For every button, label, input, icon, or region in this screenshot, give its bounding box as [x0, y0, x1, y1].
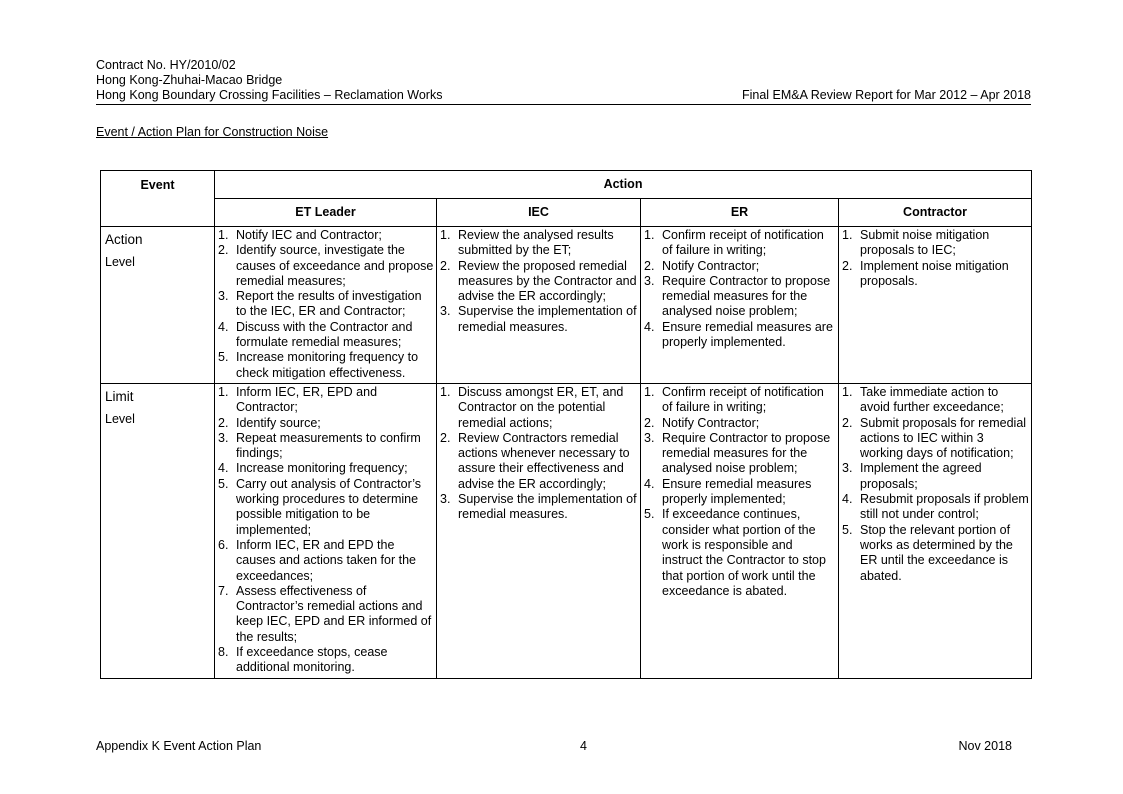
- list-item-text: If exceedance continues, consider what portion of the work is responsible and instruct the Contractor to stop that portion of work until the exceedance is abated.: [662, 507, 826, 598]
- list-item-text: Require Contractor to propose remedial measures for the analysed noise problem;: [662, 273, 831, 319]
- action-cell-et-leader: [215, 227, 437, 384]
- list-item-text: Identify source, investigate the causes of exceedance and propose remedial measures;: [236, 243, 434, 288]
- list-item-number: 6.: [218, 537, 229, 552]
- list-item: [218, 350, 434, 381]
- list-item-number: 2.: [440, 258, 451, 273]
- list-item: [440, 228, 638, 259]
- list-item-number: 1.: [218, 384, 229, 399]
- list-item-text: Resubmit proposals if problem still not under control;: [860, 492, 1029, 522]
- action-list: [440, 385, 638, 523]
- event-column-header: Event: [101, 171, 215, 227]
- list-item-text: Implement noise mitigation proposals.: [860, 258, 1009, 288]
- list-item: [218, 431, 434, 462]
- list-item: [440, 259, 638, 305]
- list-item-number: 1.: [440, 384, 451, 399]
- list-item: [218, 385, 434, 416]
- list-item: [440, 385, 638, 431]
- list-item-number: 4.: [842, 492, 853, 507]
- list-item-text: Notify Contractor;: [662, 258, 760, 273]
- list-item: [644, 431, 836, 477]
- list-item-text: Inform IEC, ER, EPD and Contractor;: [236, 384, 378, 415]
- list-item-number: 2.: [842, 258, 853, 273]
- list-item: [218, 645, 434, 676]
- header-divider: [96, 104, 1031, 105]
- event-cell: [101, 383, 215, 678]
- col-header-et-leader: ET Leader: [215, 199, 437, 227]
- footer-appendix: Appendix K Event Action Plan: [96, 739, 262, 753]
- list-item: [644, 259, 836, 274]
- list-item-text: Submit proposals for remedial actions to IEC within 3 working days of notification;: [860, 415, 1027, 461]
- list-item: [644, 320, 836, 351]
- event-action-table: [100, 170, 1032, 679]
- list-item: [644, 274, 836, 320]
- action-cell-iec: [437, 227, 641, 384]
- action-list: [644, 385, 836, 599]
- list-item-text: Confirm receipt of notification of failure in writing;: [662, 228, 824, 258]
- list-item-number: 2.: [218, 243, 229, 258]
- list-item-number: 1.: [218, 228, 229, 242]
- list-item: [644, 477, 836, 508]
- list-item-number: 3.: [842, 461, 853, 476]
- list-item: [440, 431, 638, 492]
- list-item: [644, 416, 836, 431]
- list-item-text: Identify source;: [236, 415, 321, 430]
- list-item-text: Discuss with the Contractor and formulate remedial measures;: [236, 319, 413, 350]
- list-item: [218, 538, 434, 584]
- event-cell: [101, 227, 215, 384]
- list-item-number: 1.: [644, 384, 655, 399]
- list-item: [218, 416, 434, 431]
- list-item-text: If exceedance stops, cease additional monitoring.: [236, 645, 388, 675]
- list-item-text: Supervise the implementation of remedial measures.: [458, 492, 637, 522]
- list-item-number: 1.: [842, 228, 853, 242]
- list-item-text: Notify Contractor;: [662, 415, 760, 430]
- col-header-iec: IEC: [437, 199, 641, 227]
- event-name: Limit: [105, 388, 134, 404]
- list-item-text: Assess effectiveness of Contractor’s remedial actions and keep IEC, EPD and ER informed of the results;: [236, 583, 432, 644]
- action-list: [440, 228, 638, 335]
- footer-date: Nov 2018: [958, 739, 1012, 753]
- table-row: [101, 227, 1032, 384]
- list-item: [440, 304, 638, 335]
- list-item-number: 2.: [842, 415, 853, 430]
- list-item: [842, 523, 1029, 584]
- list-item: [842, 259, 1029, 290]
- list-item-text: Require Contractor to propose remedial measures for the analysed noise problem;: [662, 430, 831, 476]
- action-cell-er: [641, 227, 839, 384]
- list-item-text: Review Contractors remedial actions whenever necessary to assure their effectiveness and advise the ER accordingly;: [458, 430, 630, 491]
- list-item-number: 4.: [218, 319, 229, 334]
- event-name: Action: [105, 232, 143, 247]
- list-item-number: 1.: [440, 228, 451, 242]
- col-header-er: ER: [641, 199, 839, 227]
- list-item-text: Carry out analysis of Contractor’s working procedures to determine possible mitigation to be implemented;: [236, 476, 422, 537]
- table-row: [101, 383, 1032, 678]
- list-item-number: 5.: [842, 522, 853, 537]
- facility-name: Hong Kong Boundary Crossing Facilities – Reclamation Works: [96, 88, 443, 102]
- list-item-text: Discuss amongst ER, ET, and Contractor on the potential remedial actions;: [458, 384, 624, 430]
- action-cell-iec: [437, 383, 641, 678]
- project-name: Hong Kong-Zhuhai-Macao Bridge: [96, 73, 283, 87]
- action-cell-contractor: [839, 383, 1032, 678]
- list-item-number: 7.: [218, 583, 229, 598]
- list-item-number: 3.: [440, 304, 451, 319]
- list-item-number: 5.: [218, 476, 229, 491]
- list-item: [842, 385, 1029, 416]
- action-list: [218, 385, 434, 676]
- action-list: [644, 228, 836, 350]
- table-body: [101, 227, 1032, 679]
- list-item-text: Review the analysed results submitted by the ET;: [458, 228, 614, 258]
- list-item-text: Inform IEC, ER and EPD the causes and actions taken for the exceedances;: [236, 537, 416, 583]
- list-item-number: 2.: [644, 415, 655, 430]
- list-item-text: Repeat measurements to confirm findings;: [236, 430, 421, 461]
- list-item-number: 5.: [218, 350, 229, 365]
- list-item-number: 1.: [842, 384, 853, 399]
- list-item: [842, 461, 1029, 492]
- section-title: Event / Action Plan for Construction Noise: [96, 125, 329, 139]
- list-item-text: Increase monitoring frequency;: [236, 461, 408, 476]
- list-item-text: Submit noise mitigation proposals to IEC;: [860, 228, 990, 258]
- list-item-text: Ensure remedial measures properly implemented;: [662, 476, 812, 507]
- contract-number: Contract No. HY/2010/02: [96, 58, 236, 72]
- list-item: [218, 461, 434, 476]
- list-item: [644, 228, 836, 259]
- list-item-number: 4.: [218, 461, 229, 476]
- list-item-text: Supervise the implementation of remedial measures.: [458, 304, 637, 334]
- list-item: [842, 416, 1029, 462]
- list-item: [218, 243, 434, 289]
- list-item-number: 2.: [440, 430, 451, 445]
- action-list: [218, 228, 434, 381]
- list-item-text: Increase monitoring frequency to check mitigation effectiveness.: [236, 350, 419, 380]
- list-item: [440, 492, 638, 523]
- action-list: [842, 385, 1029, 584]
- page-header: [96, 58, 1031, 103]
- action-cell-er: [641, 383, 839, 678]
- event-level: Level: [105, 411, 135, 426]
- action-column-header: Action: [215, 171, 1032, 199]
- list-item: [218, 289, 434, 320]
- list-item: [218, 477, 434, 538]
- action-cell-contractor: [839, 227, 1032, 384]
- action-cell-et-leader: [215, 383, 437, 678]
- list-item-text: Stop the relevant portion of works as determined by the ER until the exceedance is abated.: [860, 522, 1013, 583]
- list-item-number: 1.: [644, 228, 655, 242]
- list-item-number: 3.: [644, 273, 655, 288]
- col-header-contractor: Contractor: [839, 199, 1032, 227]
- list-item-text: Report the results of investigation to the IEC, ER and Contractor;: [236, 289, 422, 319]
- list-item-number: 4.: [644, 476, 655, 491]
- list-item-text: Implement the agreed proposals;: [860, 461, 982, 491]
- report-title: Final EM&A Review Report for Mar 2012 – Apr 2018: [741, 88, 1031, 102]
- list-item-number: 4.: [644, 319, 655, 334]
- list-item: [218, 320, 434, 351]
- list-item: [842, 228, 1029, 259]
- page-number: 4: [580, 739, 587, 753]
- list-item: [644, 385, 836, 416]
- list-item-text: Ensure remedial measures are properly implemented.: [662, 319, 833, 350]
- list-item: [842, 492, 1029, 523]
- list-item-text: Confirm receipt of notification of failure in writing;: [662, 384, 824, 415]
- list-item-number: 3.: [218, 289, 229, 304]
- list-item-text: Take immediate action to avoid further exceedance;: [860, 384, 1004, 415]
- list-item: [644, 507, 836, 599]
- list-item: [218, 228, 434, 243]
- action-list: [842, 228, 1029, 289]
- list-item-text: Review the proposed remedial measures by the Contractor and advise the ER accordingly;: [458, 258, 637, 304]
- event-level: Level: [105, 255, 135, 269]
- list-item-number: 3.: [644, 430, 655, 445]
- list-item-number: 8.: [218, 645, 229, 660]
- header-third-line: [96, 88, 1031, 103]
- list-item-number: 2.: [218, 415, 229, 430]
- list-item-number: 2.: [644, 258, 655, 273]
- list-item-number: 3.: [440, 492, 451, 507]
- list-item-number: 5.: [644, 507, 655, 522]
- list-item: [218, 584, 434, 645]
- list-item-text: Notify IEC and Contractor;: [236, 228, 382, 242]
- list-item-number: 3.: [218, 430, 229, 445]
